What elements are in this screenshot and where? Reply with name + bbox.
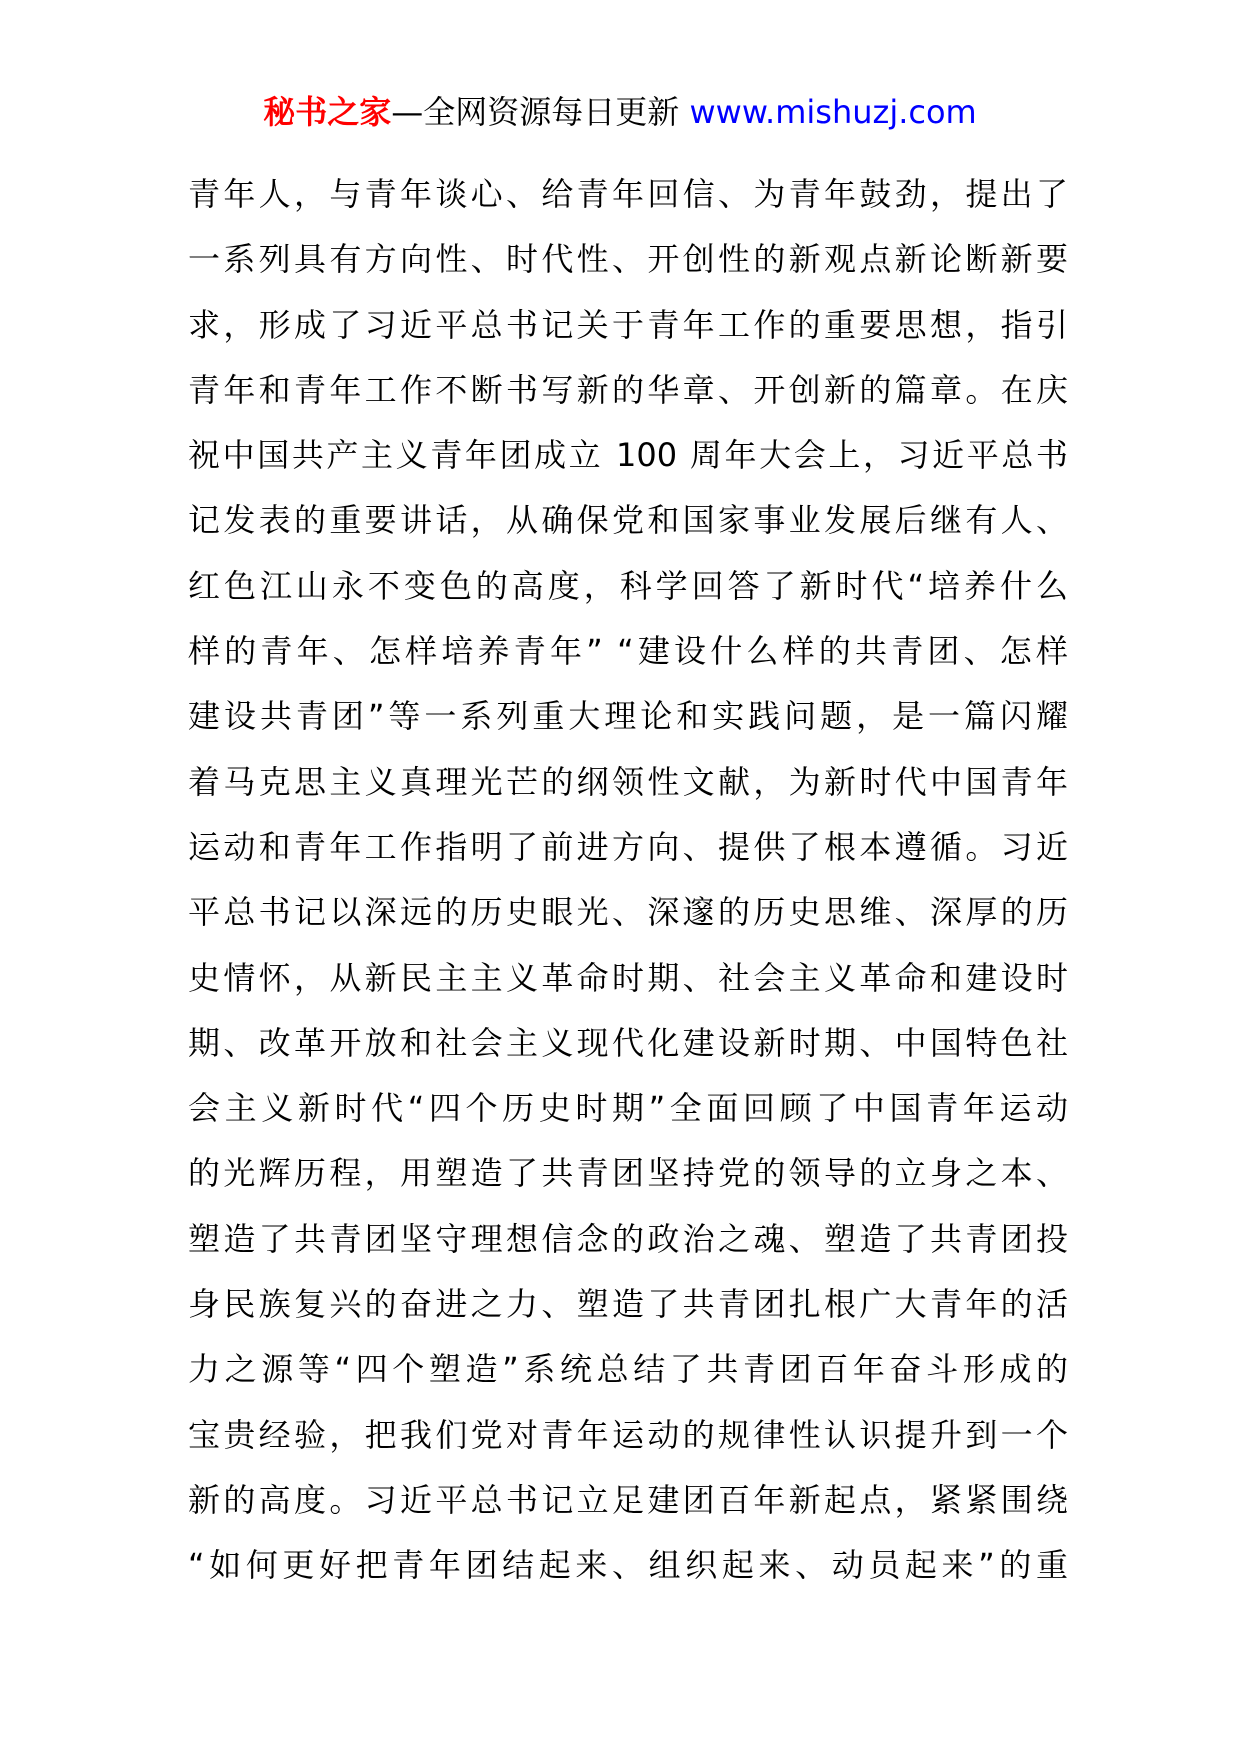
body-line: 塑造了共青团坚守理想信念的政治之魂、塑造了共青团投 [188,1219,1068,1258]
body-line: 求，形成了习近平总书记关于青年工作的重要思想，指引 [188,305,1068,344]
document-body [188,162,1068,1599]
body-line: 青年人，与青年谈心、给青年回信、为青年鼓劲，提出了 [188,175,1068,213]
body-line: 会主义新时代“四个历史时期”全面回顾了中国青年运动 [188,1089,1068,1128]
body-line: 祝中国共产主义青年团成立 100 周年大会上，习近平总书 [188,436,1068,475]
body-line: 红色江山永不变色的高度，科学回答了新时代“培养什么 [188,566,1068,605]
body-line: 平总书记以深远的历史眼光、深邃的历史思维、深厚的历 [188,893,1068,932]
body-line: “如何更好把青年团结起来、组织起来、动员起来”的重 [188,1546,1068,1585]
body-line: 力之源等“四个塑造”系统总结了共青团百年奋斗形成的 [188,1350,1068,1389]
body-line: 新的高度。习近平总书记立足建团百年新起点，紧紧围绕 [188,1480,1068,1519]
body-line: 身民族复兴的奋进之力、塑造了共青团扎根广大青年的活 [188,1285,1068,1324]
body-line: 宝贵经验，把我们党对青年运动的规律性认识提升到一个 [188,1415,1068,1454]
body-line: 青年和青年工作不断书写新的华章、开创新的篇章。在庆 [188,370,1068,409]
body-line: 期、改革开放和社会主义现代化建设新时期、中国特色社 [188,1023,1068,1062]
body-line: 运动和青年工作指明了前进方向、提供了根本遵循。习近 [188,827,1068,866]
body-line: 记发表的重要讲话，从确保党和国家事业发展后继有人、 [188,501,1068,540]
body-line: 着马克思主义真理光芒的纲领性文献，为新时代中国青年 [188,762,1068,801]
body-line: 史情怀，从新民主主义革命时期、社会主义革命和建设时 [188,958,1068,997]
body-line: 的光辉历程，用塑造了共青团坚持党的领导的立身之本、 [188,1154,1068,1193]
page-header [0,92,1240,132]
brand-name: 秘书之家 [263,93,392,131]
body-line: 样的青年、怎样培养青年” “建设什么样的共青团、怎样 [188,632,1068,671]
body-line: 一系列具有方向性、时代性、开创性的新观点新论断新要 [188,240,1068,279]
site-url-link[interactable]: www.mishuzj.com [689,93,977,131]
header-tagline: —全网资源每日更新 [391,93,690,131]
body-line: 建设共青团”等一系列重大理论和实践问题，是一篇闪耀 [188,697,1068,736]
